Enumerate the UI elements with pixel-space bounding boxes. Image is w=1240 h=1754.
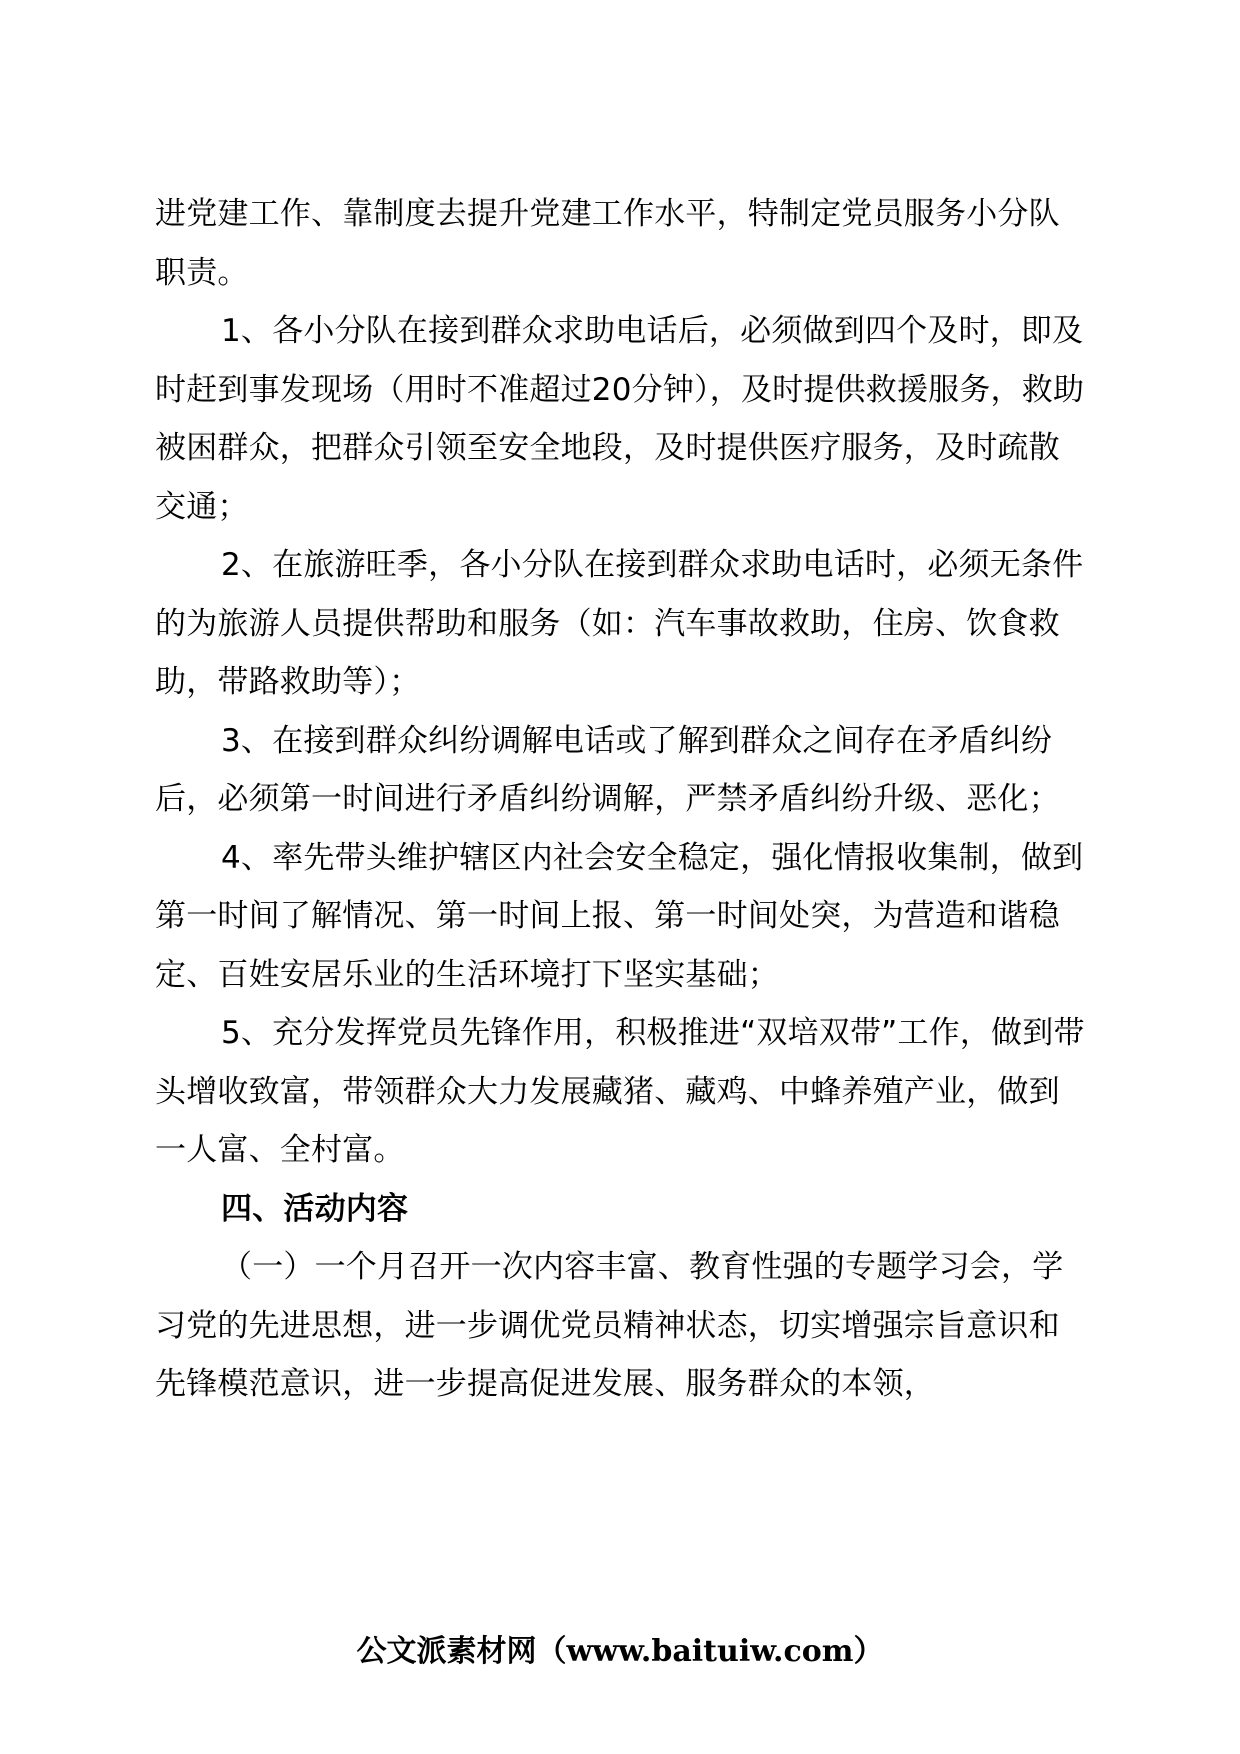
document-body	[155, 185, 1085, 1414]
section-heading: 四、活动内容	[221, 1190, 409, 1227]
paragraph-activity-1: （一）一个月召开一次内容丰富、教育性强的专题学习会，学习党的先进思想，进一步调优党员精神状态，切实增强宗旨意识和先锋模范意识，进一步提高促进发展、服务群众的本领，	[155, 1249, 1064, 1402]
paragraph-item-1: 1、各小分队在接到群众求助电话后，必须做到四个及时，即及时赶到事发现场（用时不准超过20分钟），及时提供救援服务，救助被困群众，把群众引领至安全地段，及时提供医疗服务，及时疏散交通；	[155, 313, 1085, 525]
paragraph-item-5: 5、充分发挥党员先锋作用，积极推进“双培双带”工作，做到带头增收致富，带领群众大力发展藏猪、藏鸡、中蜂养殖产业，做到一人富、全村富。	[155, 1015, 1085, 1168]
page-footer: 公文派素材网（www.baituiw.com）	[356, 1634, 884, 1669]
paragraph-item-4: 4、率先带头维护辖区内社会安全稳定，强化情报收集制，做到第一时间了解情况、第一时间上报、第一时间处突，为营造和谐稳定、百姓安居乐业的生活环境打下坚实基础；	[155, 839, 1084, 993]
paragraph-item-3: 3、在接到群众纠纷调解电话或了解到群众之间存在矛盾纠纷后，必须第一时间进行矛盾纠纷调解，严禁矛盾纠纷升级、恶化；	[155, 722, 1060, 817]
paragraph-item-2: 2、在旅游旺季，各小分队在接到群众求助电话时，必须无条件的为旅游人员提供帮助和服务（如：汽车事故救助，住房、饮食救助，带路救助等）；	[155, 547, 1084, 700]
paragraph-continuation: 进党建工作、靠制度去提升党建工作水平，特制定党员服务小分队职责。	[155, 196, 1060, 291]
